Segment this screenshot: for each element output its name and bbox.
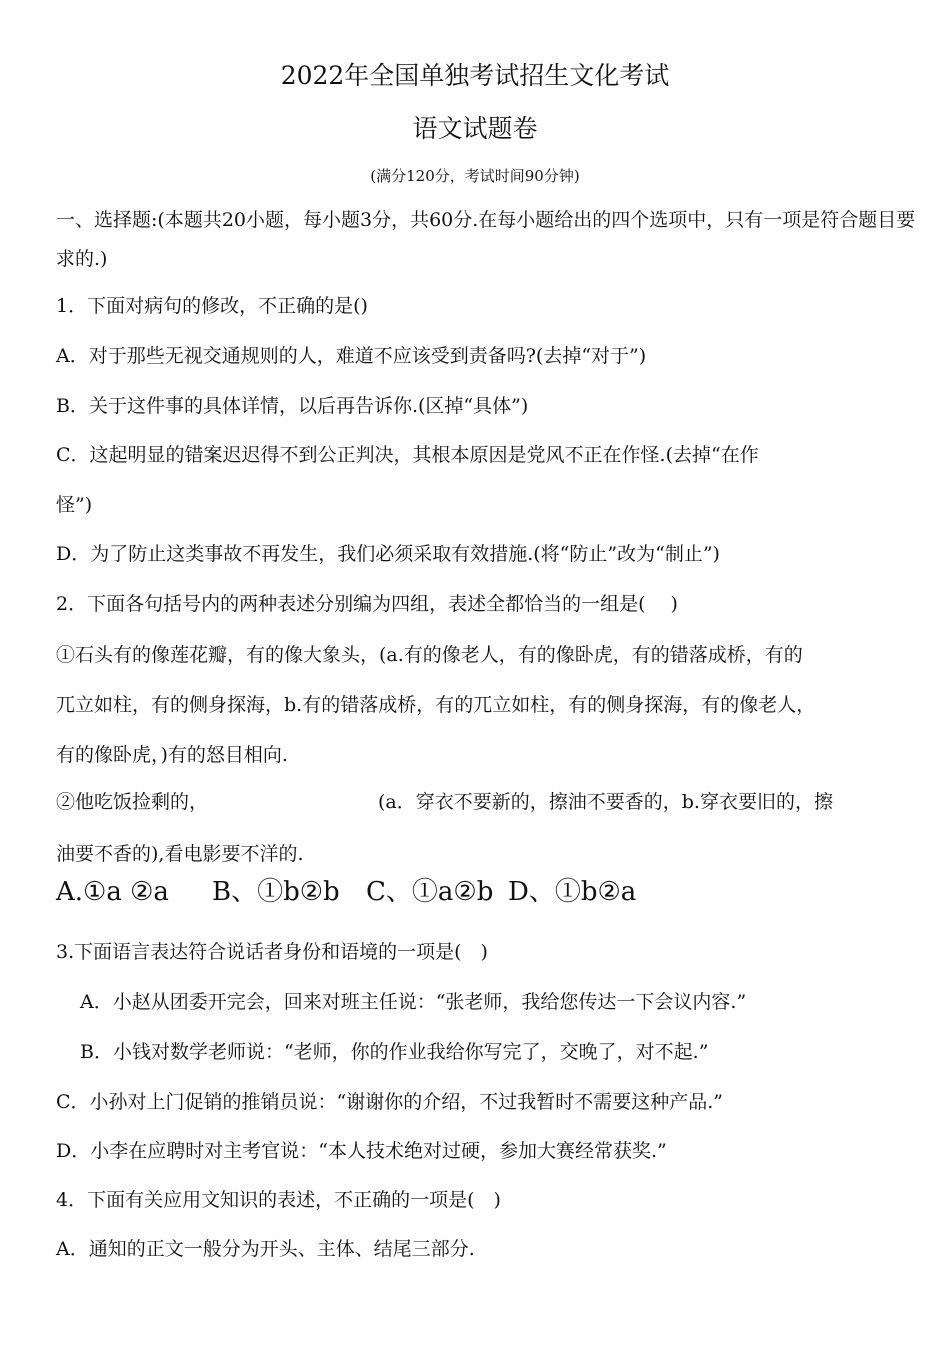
question-2-sentence-2-line2: 油要不香的),看电影要不洋的. [56, 843, 304, 865]
section-heading-line2: 求的.) [56, 248, 108, 270]
question-3-option-d: D．小李在应聘时对主考官说：“本人技术绝对过硬，参加大赛经常获奖.” [56, 1140, 667, 1162]
question-2-sentence-2-part1: ②他吃饭捡剩的， [56, 791, 209, 813]
answer-option-b: B、①b②b [212, 877, 340, 907]
question-3-stem: 3.下面语言表达符合说话者身份和语境的一项是( ) [56, 941, 488, 963]
exam-subtitle: 语文试题卷 [412, 114, 538, 143]
question-2-answer-options [0, 877, 950, 907]
question-1-stem: 1．下面对病句的修改，不正确的是() [56, 295, 368, 317]
question-1-option-c-line1: C．这起明显的错案迟迟得不到公正判决，其根本原因是党风不正在作怪.(去掉“在作 [56, 444, 759, 466]
exam-title: 2022年全国单独考试招生文化考试 [280, 61, 670, 90]
question-3-option-c: C．小孙对上门促销的推销员说：“谢谢你的介绍，不过我暂时不需要这种产品.” [56, 1091, 724, 1113]
question-2-sentence-1-line3: 有的像卧虎，)有的怒目相向. [56, 744, 288, 766]
question-2-stem: 2．下面各句括号内的两种表述分别编为四组，表述全都恰当的一组是( ) [56, 593, 678, 615]
section-heading-line1: 一、选择题:(本题共20小题，每小题3分，共60分.在每小题给出的四个选项中，只有一项是符合题目要 [56, 209, 916, 231]
answer-option-d: D、①b②a [508, 877, 637, 907]
answer-option-c: C、①a②b [366, 877, 494, 907]
exam-note: (满分120分，考试时间90分钟) [370, 167, 580, 185]
answer-option-a: A.①a ②a [56, 877, 169, 907]
question-4-stem: 4．下面有关应用文知识的表述，不正确的一项是( ) [56, 1189, 501, 1211]
question-2-sentence-1-line1: ①石头有的像莲花瓣，有的像大象头，(a.有的像老人，有的像卧虎，有的错落成桥，有的 [56, 644, 803, 666]
question-3-option-b: B．小钱对数学老师说：“老师，你的作业我给你写完了，交晚了，对不起.” [80, 1041, 709, 1063]
question-1-option-d: D．为了防止这类事故不再发生，我们必须采取有效措施.(将“防止”改为“制止”) [56, 543, 720, 565]
question-2-sentence-1-line2: 兀立如柱，有的侧身探海，b.有的错落成桥，有的兀立如柱，有的侧身探海，有的像老人， [56, 694, 816, 716]
question-3-option-a: A．小赵从团委开完会，回来对班主任说：“张老师，我给您传达一下会议内容.” [80, 991, 747, 1013]
question-1-option-c-line2: 怪”) [56, 494, 93, 516]
question-1-option-b: B．关于这件事的具体详情，以后再告诉你.(区掉“具体”) [56, 395, 529, 417]
question-2-sentence-2-part2: (a．穿衣不要新的，擦油不要香的，b.穿衣要旧的，擦 [378, 791, 833, 813]
question-4-option-a: A．通知的正文一般分为开头、主体、结尾三部分. [56, 1238, 475, 1260]
question-1-option-a: A．对于那些无视交通规则的人，难道不应该受到责备吗?(去掉“对于”) [56, 345, 647, 367]
